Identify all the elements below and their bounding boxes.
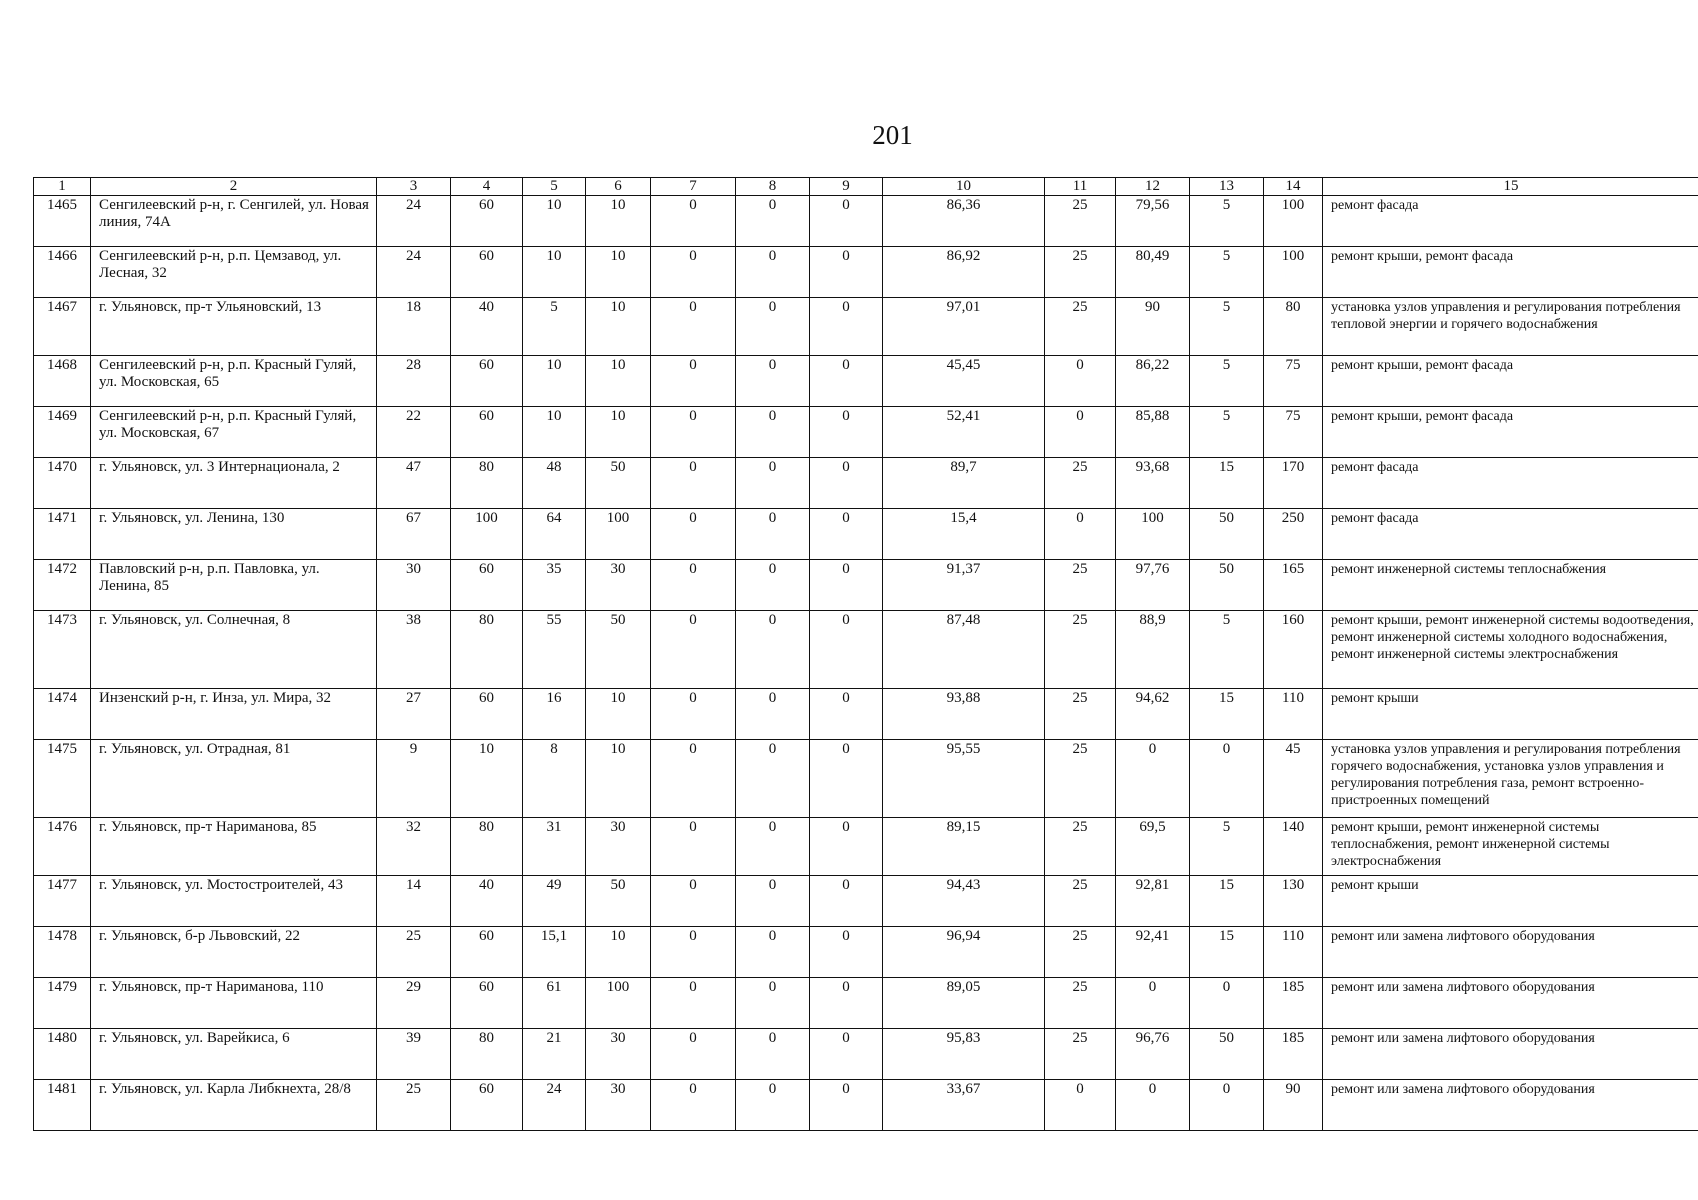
- table-cell-col-13: 5: [1190, 196, 1264, 247]
- table-cell-col-12: 92,41: [1116, 927, 1190, 978]
- table-cell-col-3: 67: [377, 509, 451, 560]
- table-row: [34, 927, 1698, 978]
- column-header-2: 2: [91, 178, 377, 196]
- table-cell-col-11: 25: [1045, 298, 1116, 356]
- table-cell-col-13: 15: [1190, 689, 1264, 740]
- table-cell-col-9: 0: [810, 876, 883, 927]
- table-cell-col-14: 75: [1264, 407, 1323, 458]
- table-cell-col-13: 15: [1190, 876, 1264, 927]
- table-cell-col-6: 100: [586, 978, 651, 1029]
- column-header-9: 9: [810, 178, 883, 196]
- table-cell-col-11: 25: [1045, 1029, 1116, 1080]
- table-cell-col-10: 15,4: [883, 509, 1045, 560]
- table-cell-col-8: 0: [736, 509, 810, 560]
- table-cell-col-7: 0: [651, 560, 736, 611]
- table-cell-col-8: 0: [736, 927, 810, 978]
- table-row: [34, 978, 1698, 1029]
- table-cell-col-15: ремонт или замена лифтового оборудования: [1323, 978, 1698, 1029]
- table-cell-col-15: ремонт фасада: [1323, 458, 1698, 509]
- table-cell-col-6: 50: [586, 611, 651, 689]
- table-cell-col-9: 0: [810, 560, 883, 611]
- table-cell-col-2: г. Ульяновск, ул. 3 Интернационала, 2: [91, 458, 377, 509]
- table-cell-col-5: 48: [523, 458, 586, 509]
- table-row: [34, 560, 1698, 611]
- table-cell-col-3: 9: [377, 740, 451, 818]
- table-cell-col-12: 79,56: [1116, 196, 1190, 247]
- table-cell-col-12: 80,49: [1116, 247, 1190, 298]
- table-cell-col-13: 0: [1190, 740, 1264, 818]
- table-cell-col-8: 0: [736, 560, 810, 611]
- table-cell-col-1: 1479: [34, 978, 91, 1029]
- table-cell-col-14: 170: [1264, 458, 1323, 509]
- table-cell-col-3: 32: [377, 818, 451, 876]
- table-cell-col-13: 5: [1190, 818, 1264, 876]
- table-cell-col-15: ремонт фасада: [1323, 196, 1698, 247]
- table-cell-col-11: 25: [1045, 458, 1116, 509]
- table-header: [34, 178, 1698, 196]
- table-cell-col-1: 1470: [34, 458, 91, 509]
- header-row: [34, 178, 1698, 196]
- data-table: [33, 177, 1698, 1131]
- table-cell-col-3: 25: [377, 1080, 451, 1131]
- table-cell-col-15: ремонт или замена лифтового оборудования: [1323, 1080, 1698, 1131]
- table-cell-col-6: 10: [586, 247, 651, 298]
- table-cell-col-2: г. Ульяновск, пр-т Нариманова, 85: [91, 818, 377, 876]
- table-cell-col-4: 40: [451, 876, 523, 927]
- table-cell-col-5: 35: [523, 560, 586, 611]
- table-cell-col-2: г. Ульяновск, пр-т Нариманова, 110: [91, 978, 377, 1029]
- table-cell-col-14: 185: [1264, 978, 1323, 1029]
- table-cell-col-7: 0: [651, 689, 736, 740]
- table-cell-col-4: 60: [451, 196, 523, 247]
- table-cell-col-11: 25: [1045, 978, 1116, 1029]
- table-cell-col-15: установка узлов управления и регулирования потребления тепловой энергии и горячего водоснабжения: [1323, 298, 1698, 356]
- table-cell-col-4: 80: [451, 611, 523, 689]
- table-cell-col-6: 30: [586, 818, 651, 876]
- table-cell-col-5: 10: [523, 407, 586, 458]
- table-cell-col-8: 0: [736, 978, 810, 1029]
- table-cell-col-4: 40: [451, 298, 523, 356]
- table-cell-col-10: 52,41: [883, 407, 1045, 458]
- column-header-5: 5: [523, 178, 586, 196]
- table-cell-col-12: 94,62: [1116, 689, 1190, 740]
- page-number: 201: [872, 120, 913, 150]
- table-cell-col-12: 96,76: [1116, 1029, 1190, 1080]
- table-cell-col-8: 0: [736, 740, 810, 818]
- table-cell-col-13: 5: [1190, 356, 1264, 407]
- table-cell-col-5: 10: [523, 247, 586, 298]
- table-cell-col-8: 0: [736, 356, 810, 407]
- table-cell-col-14: 110: [1264, 689, 1323, 740]
- table-cell-col-12: 97,76: [1116, 560, 1190, 611]
- column-header-8: 8: [736, 178, 810, 196]
- table-cell-col-11: 25: [1045, 689, 1116, 740]
- table-cell-col-10: 96,94: [883, 927, 1045, 978]
- table-cell-col-5: 24: [523, 1080, 586, 1131]
- table-cell-col-8: 0: [736, 818, 810, 876]
- table-row: [34, 356, 1698, 407]
- table-cell-col-10: 89,7: [883, 458, 1045, 509]
- table-cell-col-13: 50: [1190, 1029, 1264, 1080]
- column-header-6: 6: [586, 178, 651, 196]
- table-cell-col-9: 0: [810, 927, 883, 978]
- table-cell-col-2: г. Ульяновск, ул. Мостостроителей, 43: [91, 876, 377, 927]
- table-cell-col-6: 30: [586, 1080, 651, 1131]
- table-cell-col-7: 0: [651, 818, 736, 876]
- table-cell-col-13: 5: [1190, 407, 1264, 458]
- table-cell-col-4: 80: [451, 1029, 523, 1080]
- table-cell-col-6: 30: [586, 1029, 651, 1080]
- table-cell-col-14: 160: [1264, 611, 1323, 689]
- table-cell-col-3: 39: [377, 1029, 451, 1080]
- table-row: [34, 458, 1698, 509]
- table-cell-col-12: 93,68: [1116, 458, 1190, 509]
- table-cell-col-5: 49: [523, 876, 586, 927]
- table-cell-col-5: 31: [523, 818, 586, 876]
- table-cell-col-10: 87,48: [883, 611, 1045, 689]
- table-cell-col-2: г. Ульяновск, пр-т Ульяновский, 13: [91, 298, 377, 356]
- table-cell-col-10: 94,43: [883, 876, 1045, 927]
- table-cell-col-7: 0: [651, 247, 736, 298]
- table-cell-col-6: 30: [586, 560, 651, 611]
- column-header-11: 11: [1045, 178, 1116, 196]
- table-cell-col-3: 38: [377, 611, 451, 689]
- table-cell-col-13: 15: [1190, 927, 1264, 978]
- table-cell-col-13: 0: [1190, 1080, 1264, 1131]
- table-cell-col-2: Сенгилеевский р-н, г. Сенгилей, ул. Новая линия, 74А: [91, 196, 377, 247]
- table-row: [34, 740, 1698, 818]
- table-cell-col-9: 0: [810, 740, 883, 818]
- table-cell-col-15: ремонт крыши, ремонт инженерной системы водоотведения, ремонт инженерной системы холодного водоснабжения, ремонт инженерной системы электроснабжения: [1323, 611, 1698, 689]
- table-cell-col-1: 1480: [34, 1029, 91, 1080]
- table-cell-col-1: 1466: [34, 247, 91, 298]
- table-cell-col-10: 86,92: [883, 247, 1045, 298]
- table-cell-col-11: 25: [1045, 740, 1116, 818]
- table-cell-col-10: 89,05: [883, 978, 1045, 1029]
- table-cell-col-9: 0: [810, 818, 883, 876]
- table-cell-col-9: 0: [810, 458, 883, 509]
- table-cell-col-8: 0: [736, 247, 810, 298]
- column-header-14: 14: [1264, 178, 1323, 196]
- table-cell-col-4: 60: [451, 689, 523, 740]
- column-header-10: 10: [883, 178, 1045, 196]
- table-cell-col-14: 140: [1264, 818, 1323, 876]
- table-cell-col-2: г. Ульяновск, ул. Ленина, 130: [91, 509, 377, 560]
- table-cell-col-15: ремонт крыши, ремонт фасада: [1323, 247, 1698, 298]
- table-cell-col-9: 0: [810, 407, 883, 458]
- table-cell-col-1: 1481: [34, 1080, 91, 1131]
- table-cell-col-6: 100: [586, 509, 651, 560]
- table-cell-col-12: 69,5: [1116, 818, 1190, 876]
- table-cell-col-4: 60: [451, 407, 523, 458]
- table-cell-col-14: 110: [1264, 927, 1323, 978]
- table-cell-col-14: 45: [1264, 740, 1323, 818]
- table-cell-col-12: 88,9: [1116, 611, 1190, 689]
- table-row: [34, 1029, 1698, 1080]
- table-cell-col-4: 100: [451, 509, 523, 560]
- table-cell-col-11: 25: [1045, 196, 1116, 247]
- table-cell-col-9: 0: [810, 356, 883, 407]
- table-cell-col-15: установка узлов управления и регулирования потребления горячего водоснабжения, установка узлов управления и регулирования потребления газа, ремонт встроенно-пристроенных помещений: [1323, 740, 1698, 818]
- table-cell-col-3: 18: [377, 298, 451, 356]
- table-cell-col-8: 0: [736, 458, 810, 509]
- table-cell-col-1: 1473: [34, 611, 91, 689]
- table-cell-col-5: 61: [523, 978, 586, 1029]
- table-cell-col-4: 60: [451, 927, 523, 978]
- table-cell-col-2: Инзенский р-н, г. Инза, ул. Мира, 32: [91, 689, 377, 740]
- table-cell-col-2: Сенгилеевский р-н, р.п. Красный Гуляй, ул. Московская, 67: [91, 407, 377, 458]
- table-cell-col-9: 0: [810, 689, 883, 740]
- table-cell-col-2: г. Ульяновск, б-р Львовский, 22: [91, 927, 377, 978]
- column-header-15: 15: [1323, 178, 1698, 196]
- table-cell-col-14: 130: [1264, 876, 1323, 927]
- table-cell-col-7: 0: [651, 458, 736, 509]
- table-cell-col-8: 0: [736, 298, 810, 356]
- table-cell-col-5: 55: [523, 611, 586, 689]
- table-cell-col-6: 10: [586, 689, 651, 740]
- table-cell-col-7: 0: [651, 196, 736, 247]
- column-header-1: 1: [34, 178, 91, 196]
- table-cell-col-10: 86,36: [883, 196, 1045, 247]
- table-cell-col-3: 14: [377, 876, 451, 927]
- table-cell-col-2: г. Ульяновск, ул. Варейкиса, 6: [91, 1029, 377, 1080]
- table-row: [34, 298, 1698, 356]
- table-cell-col-2: Сенгилеевский р-н, р.п. Цемзавод, ул. Лесная, 32: [91, 247, 377, 298]
- table-cell-col-9: 0: [810, 611, 883, 689]
- table-cell-col-10: 97,01: [883, 298, 1045, 356]
- table-cell-col-9: 0: [810, 1029, 883, 1080]
- table-cell-col-15: ремонт крыши: [1323, 876, 1698, 927]
- table-cell-col-14: 250: [1264, 509, 1323, 560]
- table-cell-col-4: 60: [451, 1080, 523, 1131]
- table-cell-col-9: 0: [810, 196, 883, 247]
- table-cell-col-11: 25: [1045, 876, 1116, 927]
- table-cell-col-13: 5: [1190, 247, 1264, 298]
- table-cell-col-8: 0: [736, 1080, 810, 1131]
- table-cell-col-15: ремонт крыши, ремонт фасада: [1323, 407, 1698, 458]
- table-cell-col-14: 100: [1264, 196, 1323, 247]
- table-cell-col-1: 1477: [34, 876, 91, 927]
- table-cell-col-14: 75: [1264, 356, 1323, 407]
- table-cell-col-8: 0: [736, 1029, 810, 1080]
- table-row: [34, 247, 1698, 298]
- table-cell-col-1: 1467: [34, 298, 91, 356]
- table-cell-col-7: 0: [651, 1029, 736, 1080]
- table-row: [34, 509, 1698, 560]
- table-cell-col-7: 0: [651, 876, 736, 927]
- table-cell-col-10: 89,15: [883, 818, 1045, 876]
- table-cell-col-5: 10: [523, 356, 586, 407]
- table-cell-col-4: 60: [451, 247, 523, 298]
- table-cell-col-14: 100: [1264, 247, 1323, 298]
- table-cell-col-5: 21: [523, 1029, 586, 1080]
- table-cell-col-8: 0: [736, 196, 810, 247]
- table-cell-col-5: 15,1: [523, 927, 586, 978]
- table-cell-col-7: 0: [651, 298, 736, 356]
- table-cell-col-12: 92,81: [1116, 876, 1190, 927]
- table-cell-col-7: 0: [651, 611, 736, 689]
- table-cell-col-11: 0: [1045, 356, 1116, 407]
- table-cell-col-10: 33,67: [883, 1080, 1045, 1131]
- table-cell-col-3: 22: [377, 407, 451, 458]
- table-cell-col-2: Сенгилеевский р-н, р.п. Красный Гуляй, ул. Московская, 65: [91, 356, 377, 407]
- table-cell-col-14: 165: [1264, 560, 1323, 611]
- table-cell-col-9: 0: [810, 509, 883, 560]
- table-cell-col-8: 0: [736, 407, 810, 458]
- table-cell-col-5: 64: [523, 509, 586, 560]
- table-cell-col-1: 1476: [34, 818, 91, 876]
- table-cell-col-13: 0: [1190, 978, 1264, 1029]
- table-cell-col-12: 0: [1116, 978, 1190, 1029]
- table-cell-col-2: г. Ульяновск, ул. Солнечная, 8: [91, 611, 377, 689]
- table-cell-col-6: 50: [586, 876, 651, 927]
- table-cell-col-11: 0: [1045, 1080, 1116, 1131]
- table-cell-col-11: 25: [1045, 818, 1116, 876]
- table-cell-col-3: 27: [377, 689, 451, 740]
- table-cell-col-13: 50: [1190, 509, 1264, 560]
- table-cell-col-4: 60: [451, 356, 523, 407]
- table-cell-col-14: 90: [1264, 1080, 1323, 1131]
- table-cell-col-1: 1475: [34, 740, 91, 818]
- table-body: [34, 196, 1698, 1131]
- table-cell-col-14: 80: [1264, 298, 1323, 356]
- table-cell-col-9: 0: [810, 978, 883, 1029]
- table-cell-col-11: 25: [1045, 611, 1116, 689]
- table-cell-col-5: 10: [523, 196, 586, 247]
- table-cell-col-6: 10: [586, 927, 651, 978]
- table-row: [34, 407, 1698, 458]
- table-cell-col-2: Павловский р-н, р.п. Павловка, ул. Ленина, 85: [91, 560, 377, 611]
- table-cell-col-10: 91,37: [883, 560, 1045, 611]
- column-header-3: 3: [377, 178, 451, 196]
- table-cell-col-13: 15: [1190, 458, 1264, 509]
- table-cell-col-15: ремонт крыши, ремонт инженерной системы теплоснабжения, ремонт инженерной системы электроснабжения: [1323, 818, 1698, 876]
- table-cell-col-15: ремонт или замена лифтового оборудования: [1323, 927, 1698, 978]
- table-cell-col-5: 5: [523, 298, 586, 356]
- table-cell-col-1: 1465: [34, 196, 91, 247]
- table-cell-col-12: 90: [1116, 298, 1190, 356]
- table-cell-col-11: 25: [1045, 560, 1116, 611]
- table-cell-col-3: 47: [377, 458, 451, 509]
- table-cell-col-3: 24: [377, 196, 451, 247]
- table-cell-col-4: 80: [451, 818, 523, 876]
- table-cell-col-1: 1474: [34, 689, 91, 740]
- table-cell-col-6: 10: [586, 196, 651, 247]
- table-cell-col-6: 50: [586, 458, 651, 509]
- table-cell-col-7: 0: [651, 407, 736, 458]
- table-cell-col-9: 0: [810, 1080, 883, 1131]
- table-cell-col-5: 16: [523, 689, 586, 740]
- table-cell-col-15: ремонт инженерной системы теплоснабжения: [1323, 560, 1698, 611]
- table-cell-col-8: 0: [736, 611, 810, 689]
- table-cell-col-3: 25: [377, 927, 451, 978]
- table-cell-col-7: 0: [651, 509, 736, 560]
- table-cell-col-10: 45,45: [883, 356, 1045, 407]
- table-cell-col-3: 24: [377, 247, 451, 298]
- table-cell-col-11: 25: [1045, 927, 1116, 978]
- table-cell-col-10: 93,88: [883, 689, 1045, 740]
- table-cell-col-13: 5: [1190, 611, 1264, 689]
- table-cell-col-15: ремонт или замена лифтового оборудования: [1323, 1029, 1698, 1080]
- table-cell-col-10: 95,83: [883, 1029, 1045, 1080]
- table-cell-col-1: 1469: [34, 407, 91, 458]
- table-cell-col-11: 25: [1045, 247, 1116, 298]
- table-cell-col-15: ремонт фасада: [1323, 509, 1698, 560]
- table-cell-col-12: 86,22: [1116, 356, 1190, 407]
- table-cell-col-1: 1468: [34, 356, 91, 407]
- table-cell-col-11: 0: [1045, 509, 1116, 560]
- column-header-12: 12: [1116, 178, 1190, 196]
- table-cell-col-9: 0: [810, 247, 883, 298]
- table-cell-col-6: 10: [586, 356, 651, 407]
- table-cell-col-9: 0: [810, 298, 883, 356]
- column-header-7: 7: [651, 178, 736, 196]
- table-cell-col-4: 60: [451, 978, 523, 1029]
- table-row: [34, 876, 1698, 927]
- table-cell-col-4: 60: [451, 560, 523, 611]
- table-cell-col-12: 0: [1116, 1080, 1190, 1131]
- table-cell-col-6: 10: [586, 298, 651, 356]
- table-cell-col-2: г. Ульяновск, ул. Отрадная, 81: [91, 740, 377, 818]
- table-cell-col-12: 0: [1116, 740, 1190, 818]
- table-cell-col-3: 29: [377, 978, 451, 1029]
- table-cell-col-1: 1478: [34, 927, 91, 978]
- table-cell-col-15: ремонт крыши, ремонт фасада: [1323, 356, 1698, 407]
- table-cell-col-6: 10: [586, 740, 651, 818]
- table-cell-col-8: 0: [736, 689, 810, 740]
- table-cell-col-15: ремонт крыши: [1323, 689, 1698, 740]
- table-cell-col-3: 28: [377, 356, 451, 407]
- table-cell-col-13: 5: [1190, 298, 1264, 356]
- table-cell-col-6: 10: [586, 407, 651, 458]
- table-cell-col-3: 30: [377, 560, 451, 611]
- table-cell-col-8: 0: [736, 876, 810, 927]
- table-cell-col-4: 10: [451, 740, 523, 818]
- column-header-13: 13: [1190, 178, 1264, 196]
- table-cell-col-7: 0: [651, 927, 736, 978]
- table-cell-col-10: 95,55: [883, 740, 1045, 818]
- table-cell-col-1: 1472: [34, 560, 91, 611]
- table-cell-col-12: 85,88: [1116, 407, 1190, 458]
- table-cell-col-12: 100: [1116, 509, 1190, 560]
- table-row: [34, 1080, 1698, 1131]
- table-cell-col-1: 1471: [34, 509, 91, 560]
- table-cell-col-7: 0: [651, 740, 736, 818]
- table-cell-col-7: 0: [651, 978, 736, 1029]
- table-cell-col-4: 80: [451, 458, 523, 509]
- table-row: [34, 611, 1698, 689]
- table-cell-col-2: г. Ульяновск, ул. Карла Либкнехта, 28/8: [91, 1080, 377, 1131]
- table-cell-col-11: 0: [1045, 407, 1116, 458]
- table-cell-col-7: 0: [651, 356, 736, 407]
- table-row: [34, 196, 1698, 247]
- table-cell-col-7: 0: [651, 1080, 736, 1131]
- table-cell-col-5: 8: [523, 740, 586, 818]
- table-cell-col-13: 50: [1190, 560, 1264, 611]
- column-header-4: 4: [451, 178, 523, 196]
- table-row: [34, 818, 1698, 876]
- table-cell-col-14: 185: [1264, 1029, 1323, 1080]
- table-row: [34, 689, 1698, 740]
